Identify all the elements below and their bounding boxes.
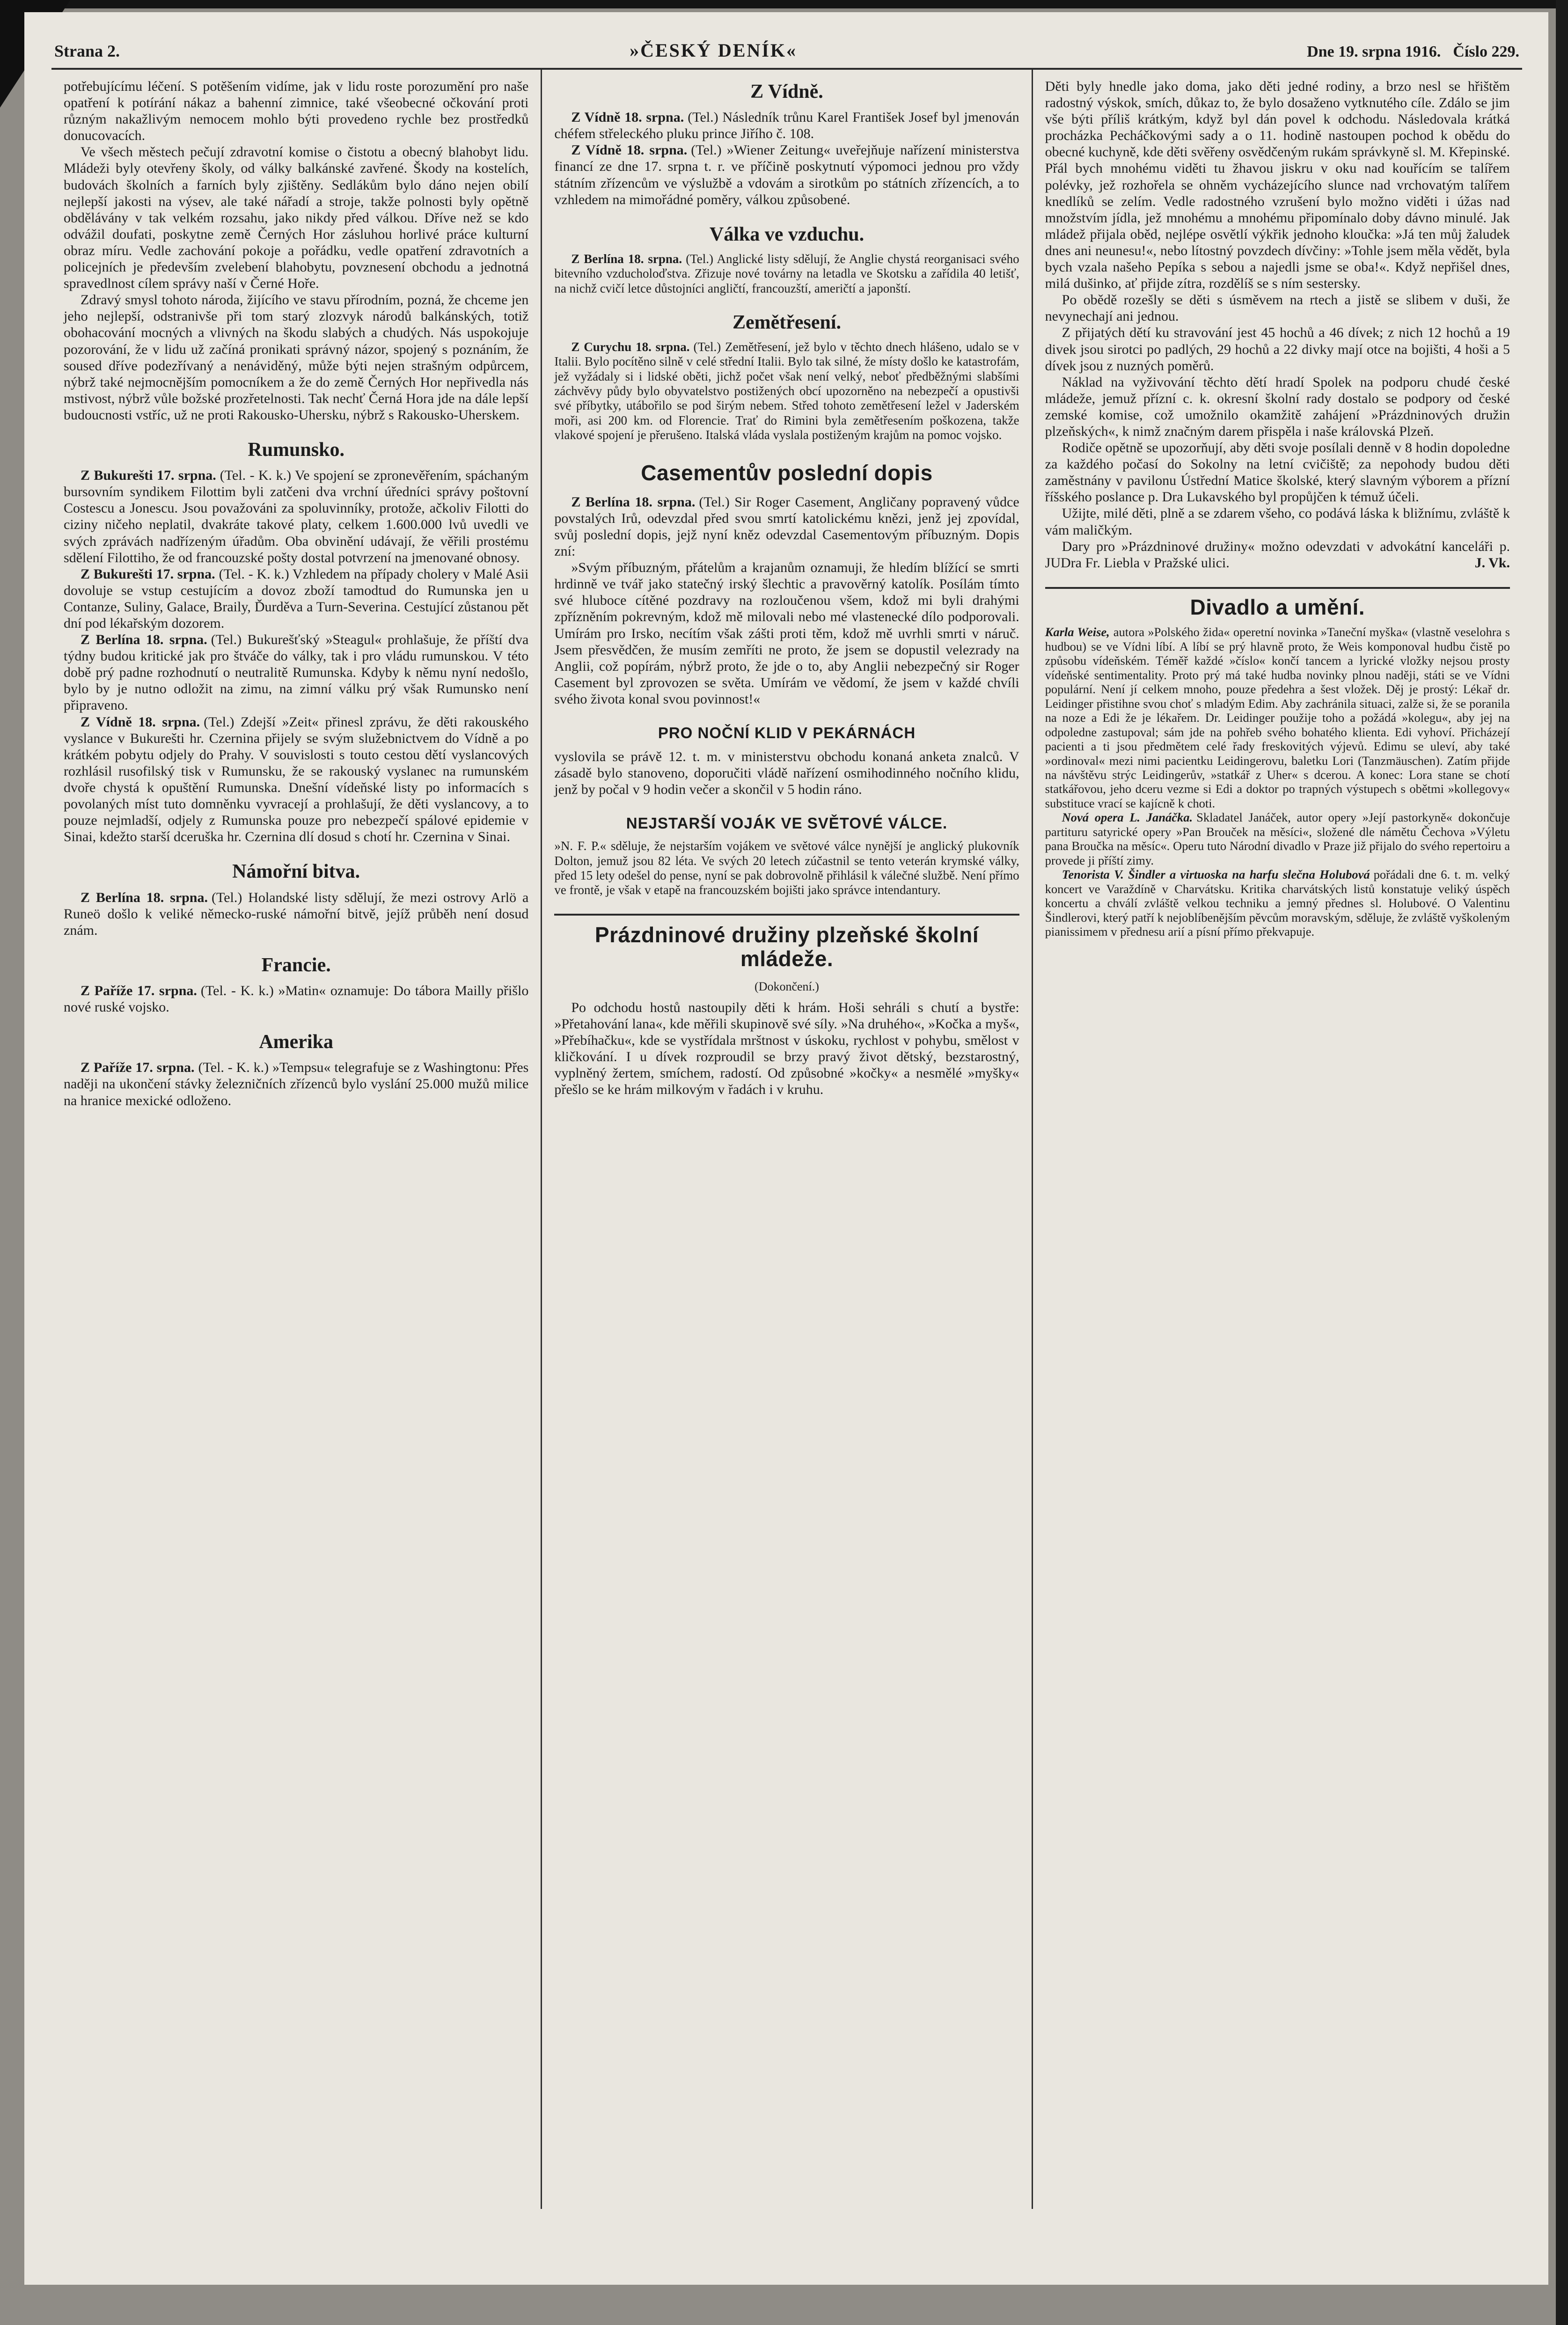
article-heading-rumunsko: Rumunsko. bbox=[248, 439, 344, 461]
article-paragraph bbox=[554, 252, 1019, 296]
article-paragraph bbox=[554, 494, 1019, 559]
issue-number: Číslo 229. bbox=[1453, 43, 1519, 60]
article-paragraph bbox=[554, 340, 1019, 442]
article-paragraph bbox=[64, 467, 528, 566]
article-paragraph bbox=[64, 292, 528, 423]
dateline: Z Berlína 18. srpna. bbox=[571, 494, 696, 510]
paragraph-text: Po obědě rozešly se děti s úsměvem na rtech a jistě se slibem v duši, že nevynechají ani jednou. bbox=[1045, 292, 1510, 324]
paragraph-text: »Svým příbuzným, přátelům a krajanům oznamuji, že hledím blížící se smrti hrdinně ve tvář jako statečný irský šlechtic a pravověrný katolík. Posílám tímto své hluboce cítěné pozdravy na rozloučenou všem, kdož mi byli drahými zpřízněním pokrevným, kdož mě milovali nebo mé vlastenecké dílo podporovali. Umírám pro Irsko, necítím však zášti proti těm, kdož mě uvrhli smrti v náruč. Jsem přesvědčen, že musím zemříti ne proto, že jsem se dopustil velezrady na Anglii, což popírám, nýbrž proto, že jde o to, aby Anglii nebezpečný sir Roger Casement byl zprovozen se světa. Umírám ve vědomí, že jsem v každé chvíli svého života konal svou povinnost!« bbox=[554, 560, 1019, 707]
column-middle bbox=[541, 70, 1031, 2209]
paragraph-text: Děti byly hnedle jako doma, jako děti jedné rodiny, a brzo nesl se hřištěm radostný výskok, smích, důkaz to, že bylo dosaženo vytknutého cíle. Zdálo se jim vše býti příliš krátkým, když byl dán povel k odchodu. Následovala krátká procházka Pecháčkovými sady a o 11. hodině nastoupen pochod k obědu do obecné kuchyně, kde děti svěřeny osvědčeným rukám správkyně sl. M. Křepinské. Přál bych mnohému viděti tu žhavou jiskru v oku nad kouřícím se talířem polévky, jež rozhořela se ohněm vycházejícího slunce nad vrchovatým talířem knedlíků se zelím. Vedle radostného vzrušení bylo možno viděti i úžas nad množstvím jídla, jež mnohému a mnohému připomínalo doby dávno minulé. Jak mládež přijala oběd, nejlépe osvětlí výkřik jednoho kloučka: »Já ten můj žaludek dnes ani neunesu!«, nebo lítostný povzdech dívčiny: »Tohle jsem měla vědět, byla bych vzala našeho Pepíka s sebou a najedli jsme se oba!«. Když nepřišel dnes, milá dušinko, ať přijde zítra, rozdělíš se s ním sestersky. bbox=[1045, 79, 1510, 292]
paragraph-text: Zdravý smysl tohoto národa, žijícího ve stavu přírodním, pozná, že chceme jen jeho nejlepší, odstranivše při tom starý zlozvyk národů balkánských, totiž obohacování mocných a vlivných na škodu slabých a chudých. Nás uspokojuje pozorování, že v lidu už začíná pronikati správný názor, spojený s poznáním, že soused dříve podezřívaný a nenáviděný, může býti nejen strašným odpůrcem, nýbrž také nejmocnějším pomocníkem a že do země Černých Hor nepřivedla nás mstivost, nýbrž vůle božské prozřetelnosti. Tak nechť Černá Hora jde na dále lepší budoucnosti vstříc, už ne proti Rakousko-Uhersku, nýbrž s Rakousko-Uherskem. bbox=[64, 292, 529, 423]
dateline: Z Vídně 18. srpna. bbox=[571, 110, 684, 125]
scan-edge-right bbox=[1556, 0, 1568, 2325]
paragraph-text: Ve všech městech pečují zdravotní komise o čistotu a obecný blahobyt lidu. Mládeži byly otevřeny školy, od války balkánské zavřené. Škody na kostelích, budovách školních a farních byly zjištěny. Sedlákům bylo dáno nejen obilí nejlepší jakosti na výsev, ale také nářadí a stroje, takže polnosti byly opětně obdělávány v tak velkém rozsahu, jako nikdy před válkou. Dříve než se kdo odvážil doufati, poskytne země Černých Hor zásluhou horlivé práce kulturní obraz míru. Vedle zachování pokoje a pořádku, vedle opatření zdravotních a policejních je především zvelebení blahobytu, povznesení obchodu a jednotná spravedlnost cílem správy naší v Černé Hoře. bbox=[64, 144, 529, 292]
paragraph-text: (Tel.) Následník trůnu Karel František Josef byl jmenován chéfem střeleckého pluku prince Jiřího č. 108. bbox=[554, 110, 1019, 142]
emphasized-lead: Nová opera L. Janáčka. bbox=[1062, 810, 1193, 825]
article-paragraph bbox=[1045, 810, 1510, 867]
article-paragraph bbox=[554, 748, 1019, 798]
dateline: Z Berlína 18. srpna. bbox=[81, 632, 207, 648]
paragraph-text: autora »Polského žida« operetní novinka »Taneční myška« (vlastně veselohra s hudbou) se ve Vídni líbí. A líbí se prý hlavně proto, že Weis komponoval hudbu čistě po způsobu vídeňském. Téměř každé »číslo« končí tancem a lyrické vložky nejsou prosty vídeňské sentimentality. Proto prý má také hudba novinky plnou naději, státi se ve Vídni populární. Není jí celkem mnoho, pouze předehra a šest vložek. Děj je prostý: Lékař dr. Leidinger přistihne svou choť s mladým Edim. Aby zachránila situaci, zalže si, že se poranila na noze a Edi že je lékařem. Dr. Leidinger použije toho a požádá »kolegu«, aby jej na odpoledne zastupoval; sám jde na pohřeb svého bohatého klienta. Edi vyhoví. Přicházejí pacienti a ti jsou předmětem celé řady freskovitých výjevů. Edimu se uleví, aby také »ordinoval« mezi nimi pacientku Leidingerovu, baletku Lori (Tanzmäuschen). Zatím přijde na návštěvu strýc Leidingerův, »statkář z Uher« s dcerou. A konec: Lora stane se chotí statkářovou, jeho dceru vezme si Edi a doktor po trapných výstupech s obětmi »kollegovy« substituce vrací se kajícně k choti. bbox=[1045, 625, 1510, 810]
paragraph-text: (Tel.) Zemětřesení, jež bylo v těchto dnech hlášeno, udalo se v Italii. Bylo pocítěno silně v celé střední Italii. Bylo tak silné, že místy došlo ke katastrofám, jež vyžádaly si i lidské oběti, jichž počet však není velký, neboť předběžnými slabšími záchvěvy půdy bylo obyvatelstvo postižených obcí upozorněno na nebezpečí a opustivši své příbytky, utábořilo se pod širým nebem. Střed tohoto zemětřesení ležel v Jaderském moři, asi 200 km. od Florencie. Trať do Rimini byla zemětřesením poškozena, takže vlakové spojení je přerušeno. Italská vláda vyslala postiženým krajům na pomoc vojsko. bbox=[554, 340, 1019, 442]
paragraph-text: vyslovila se právě 12. t. m. v ministerstvu obchodu konaná anketa znalců. V zásadě bylo stanoveno, doporučiti vládě nařízení osmihodinného nočního klidu, jenž by počal v 9 hodin večer a skončil v 5 hodin ráno. bbox=[554, 748, 1019, 798]
article-paragraph bbox=[1045, 538, 1510, 571]
paragraph-text: Rodiče opětně se upozorňují, aby děti svoje posílali denně v 8 hodin dopoledne za každého počasí do Sokolny na letní cvičiště; za nepohody budou děti zaměstnány v pavilonu Ústřední Matice školské, který slavným výborem a přízní říšského poslance p. Dra Lukavského byl propůjčen k témuž účeli. bbox=[1045, 440, 1510, 505]
column-right bbox=[1032, 70, 1522, 2209]
paragraph-text: Užijte, milé děti, plně a se zdarem všeho, co podává láska k bližnímu, zvláště k vám maličkým. bbox=[1045, 506, 1510, 538]
article-paragraph bbox=[1045, 374, 1510, 440]
article-subtitle: (Dokončení.) bbox=[755, 979, 819, 993]
paragraph-text: pořádali dne 6. t. m. velký koncert ve Varaždíně v Charvátsku. Kritika charvátských listů konstatuje veliký úspěch koncertu a chválí zvláště velkou techniku a jemný přednes sl. Holubové. O Valentinu Šindlerovi, který patří k nejoblíbenějším pěvcům moravským, sděluje, že zvláště vyškoleným pianissimem v přednesu arií a písní přímo překvapuje. bbox=[1045, 867, 1510, 939]
article-heading-casementuv-dopis: Casementův poslední dopis bbox=[641, 461, 933, 485]
paragraph-text: Skladatel Janáček, autor opery »Její pastorkyně« dokončuje partituru satyrické opery »Pan Brouček na měsíci«, složené dle námětu Čechova »Výletu pana Broučka na měsíc«. Operu tuto Národní divadlo v Praze již přijalo do svého repertoiru a provede ji příští zimy. bbox=[1045, 810, 1510, 867]
dateline: Z Vídně 18. srpna. bbox=[571, 142, 688, 158]
article-signature: J. Vk. bbox=[1474, 555, 1510, 571]
paragraph-text: Po odchodu hostů nastoupily děti k hrám. Hoši sehráli s chutí a bystře: »Přetahování lana«, kde měřili skupinově své síly. »Na druhého«, »Kočka a myš«, »Přebíhačku«, kde se vystřídala mrštnost v úskoku, rychlost v pohybu, smělost v kličkování. I u dívek rozproudil se brzy pravý život dětský, bezstarostný, vyplněný žertem, smíchem, radostí. Od způsobné »kočky« a nesmělé »myšky« přešlo se ke hrám milkovým v řadách i v kruhu. bbox=[554, 999, 1019, 1098]
paragraph-text: Z přijatých dětí ku stravování jest 45 hochů a 46 dívek; z nich 12 hochů a 19 divek jsou sirotci po padlých, 29 hochů a 22 divky mají otce na bojišti, 4 hoši a 5 dívek jsou z nuzných poměrů. bbox=[1045, 325, 1510, 374]
dateline: Z Vídně 18. srpna. bbox=[81, 714, 200, 730]
article-paragraph bbox=[554, 142, 1019, 207]
article-paragraph bbox=[554, 999, 1019, 1098]
article-paragraph bbox=[64, 566, 528, 631]
article-paragraph bbox=[1045, 324, 1510, 374]
article-heading-francie: Francie. bbox=[261, 954, 331, 976]
paragraph-text: (Tel. - K. k.) Vzhledem na případy cholery v Malé Asii dovoluje se vstup cestujícím a dovoz zboží tamodtud do Rumunska jen u Contanze, Suliny, Galace, Braily, Ďurděva a Turn-Severina. Cestující zůstanou pět dní pod lékařským dozorem. bbox=[64, 566, 529, 631]
article-paragraph bbox=[64, 714, 528, 845]
dateline: Z Berlína 18. srpna. bbox=[81, 889, 208, 905]
paragraph-text: (Tel.) Bukurešťský »Steagul« prohlašuje, že příští dva týdny budou kritické jak pro štváče do války, tak i pro vládu rumunskou. V této době prý padne rozhodnutí o neutralitě Rumunska. Kdyby k němu nyní nedošlo, bylo by je nutno odložit na zimu, na zimní válku prý však Rumunsko není připraveno. bbox=[64, 632, 529, 713]
paragraph-text: (Tel.) Sir Roger Casement, Angličany popravený vůdce povstalých Irů, odevzdal před svou smrtí katolickému knězi, jenž jej zpovídal, svůj poslední dopis, jejž nyní kněz odevzdal Casementovým příbuzným. Dopis zní: bbox=[554, 494, 1019, 559]
emphasized-lead: Karla Weise, bbox=[1045, 625, 1110, 639]
article-paragraph bbox=[554, 109, 1019, 142]
dateline: Z Paříže 17. srpna. bbox=[81, 1060, 195, 1076]
paragraph-text: (Tel.) »Wiener Zeitung« uveřejňuje nařízení ministerstva financí ze dne 17. srpna t. r. ve příčině poskytnutí výpomoci jednou pro vždy státním zřízencům ve výslužbě a vdovám a sirotkům po státních zřízencích, a to vzhledem na mimořádné poměry, válkou způsobené. bbox=[554, 142, 1019, 207]
article-paragraph bbox=[1045, 867, 1510, 939]
article-paragraph bbox=[64, 889, 528, 939]
article-paragraph bbox=[554, 559, 1019, 707]
paragraph-text: Náklad na vyživování těchto dětí hradí Spolek na podporu chudé české mládeže, jemuž přízní c. k. okresní školní rady dostalo se podpory od české zemské komise, což umožnilo okamžitě zahájení »Prázdninových družin plzeňských«, k nimž značným darem přispěla i naše královská Plzeň. bbox=[1045, 374, 1510, 439]
paragraph-text: (Tel. - K. k.) »Tempsu« telegrafuje se z Washingtonu: Přes naději na ukončení stávky železničních zřízenců bylo vyslání 25.000 mužů milice na hranice mexické odloženo. bbox=[64, 1060, 529, 1108]
article-heading-valka-ve-vzduchu: Válka ve vzduchu. bbox=[709, 223, 865, 245]
article-paragraph bbox=[64, 78, 528, 144]
paragraph-text: (Tel.) Zdejší »Zeit« přinesl zprávu, že děti rakouského vyslance v Bukurešti hr. Czernina přijely se svým služebnictvem do Vídně a po krátkém pobytu odjely do Prahy. V souvislosti s touto cestou dětí vyslancových rozhlásil rusofilský tisk v Rumunsku, že se rakouský vyslanec na rumunském dvoře chystá k opuštění Rumunska. Dnešní vídeňské listy po informacích s povolaných míst tuto domněnku vyvracejí a prohlašují, že děti vyslancovy, a to pouze nejmladší, odjely z Rumunska pouze pro nebezpečí spálové epidemie v Sinai, kdežto starší dceruška hr. Czernina dlí dosud s chotí hr. Czernina v Sinai. bbox=[64, 714, 529, 845]
article-heading-namorni-bitva: Námořní bitva. bbox=[232, 861, 360, 883]
article-paragraph bbox=[1045, 505, 1510, 538]
paragraph-text: Dary pro »Prázdninové družiny« možno odevzdati v advokátní kanceláři p. JUDra Fr. Liebla v Pražské ulici. bbox=[1045, 538, 1510, 571]
article-heading-z-vidne: Z Vídně. bbox=[750, 81, 823, 103]
section-divider bbox=[554, 914, 1019, 918]
article-paragraph bbox=[64, 983, 528, 1015]
article-heading-zemetreseni: Zemětřesení. bbox=[732, 311, 842, 333]
article-paragraph bbox=[554, 839, 1019, 897]
article-heading-divadlo-a-umeni: Divadlo a umění. bbox=[1190, 594, 1365, 619]
page-header bbox=[51, 35, 1522, 70]
theatre-section bbox=[1045, 625, 1510, 939]
column-left bbox=[51, 70, 541, 2209]
paragraph-text: potřebujícímu léčení. S potěšením vidíme, jak v lidu roste porozumění pro naše opatření k potírání nákaz a bahenní zimnice, také všeobecné očkování proti různým nakažlivým nemocem mohlo býti provedeno rychle bez prostředků donucovacích. bbox=[64, 79, 529, 144]
scan-edge-top bbox=[0, 0, 1568, 8]
article-paragraph bbox=[64, 1059, 528, 1108]
article-paragraph bbox=[1045, 440, 1510, 505]
article-heading-prazdninove-druziny: Prázdninové družiny plzeňské školní mládeže. bbox=[594, 922, 979, 971]
dateline: Z Berlína 18. srpna. bbox=[571, 251, 682, 266]
article-paragraph bbox=[64, 631, 528, 713]
dateline: Z Curychu 18. srpna. bbox=[571, 340, 690, 354]
article-paragraph bbox=[1045, 78, 1510, 292]
dateline: Z Paříže 17. srpna. bbox=[81, 983, 197, 998]
section-divider bbox=[1045, 587, 1510, 592]
date-issue bbox=[1307, 43, 1519, 61]
date-label: Dne 19. srpna 1916. bbox=[1307, 43, 1441, 60]
newspaper-page bbox=[24, 12, 1548, 2285]
paragraph-text: (Tel.) Anglické listy sdělují, že Anglie chystá reorganisaci svého bitevního vzducholoďstva. Zřizuje nové továrny na letadla ve Skotsku a zařídila 40 letišť, na nichž cvičí letce důstojníci angličtí, francouzští, američtí a japonští. bbox=[554, 251, 1019, 295]
article-heading-nejstarsi-vojak: NEJSTARŠÍ VOJÁK VE SVĚTOVÉ VÁLCE. bbox=[626, 814, 948, 832]
article-heading-amerika: Amerika bbox=[259, 1031, 333, 1053]
article-paragraph bbox=[1045, 292, 1510, 324]
paragraph-text: »N. F. P.« sděluje, že nejstarším vojákem ve světové válce nynější je anglický plukovník Dolton, jemuž jsou 82 léta. Ve svých 20 letech zúčastnil se tento veterán krymské války, před 15 lety odešel do pense, nyní se pak dobrovolně přihlásil k válečné službě. Není přímo ve frontě, je však v etapě na francouzském bojišti jako správce intendantury. bbox=[554, 839, 1019, 897]
dateline: Z Bukurešti 17. srpna. bbox=[81, 468, 216, 484]
emphasized-lead: Tenorista V. Šindler a virtuoska na harfu slečna Holubová bbox=[1062, 867, 1370, 882]
dateline: Z Bukurešti 17. srpna. bbox=[81, 566, 215, 582]
article-paragraph bbox=[1045, 625, 1510, 810]
article-paragraph bbox=[64, 144, 528, 292]
masthead: »ČESKÝ DENÍK« bbox=[630, 40, 798, 61]
paragraph-text: (Tel. - K. k.) Ve spojení se zpronevěřením, spáchaným bursovním syndikem Filottim byli zatčeni dva vrchní úředníci správy poštovní Costescu a Jonescu. Jsou považováni za spoluvinníky, protože, ačkoliv Filotti do ciziny ničeho neplatil, dvakráte takové platy, celkem 1.600.000 lvů uvedli ve svých zprávách nadřízeným úřadům. Oba obvinění udávají, že věřili prostému sdělení Filottiho, že od francouzské pošty dostal potvrzení na jmenované obnosy. bbox=[64, 468, 529, 565]
paragraph-text: (Tel.) Holandské listy sdělují, že mezi ostrovy Arlö a Runeö došlo k veliké německo-ruské námořní bitvě, jejíž průběh není dosud znám. bbox=[64, 889, 529, 938]
columns bbox=[51, 70, 1522, 2209]
article-heading-nocni-klid: PRO NOČNÍ KLID V PEKÁRNÁCH bbox=[658, 724, 916, 741]
paragraph-text: (Tel. - K. k.) »Matin« oznamuje: Do tábora Mailly přišlo nové ruské vojsko. bbox=[64, 983, 529, 1015]
page-number: Strana 2. bbox=[54, 42, 120, 60]
